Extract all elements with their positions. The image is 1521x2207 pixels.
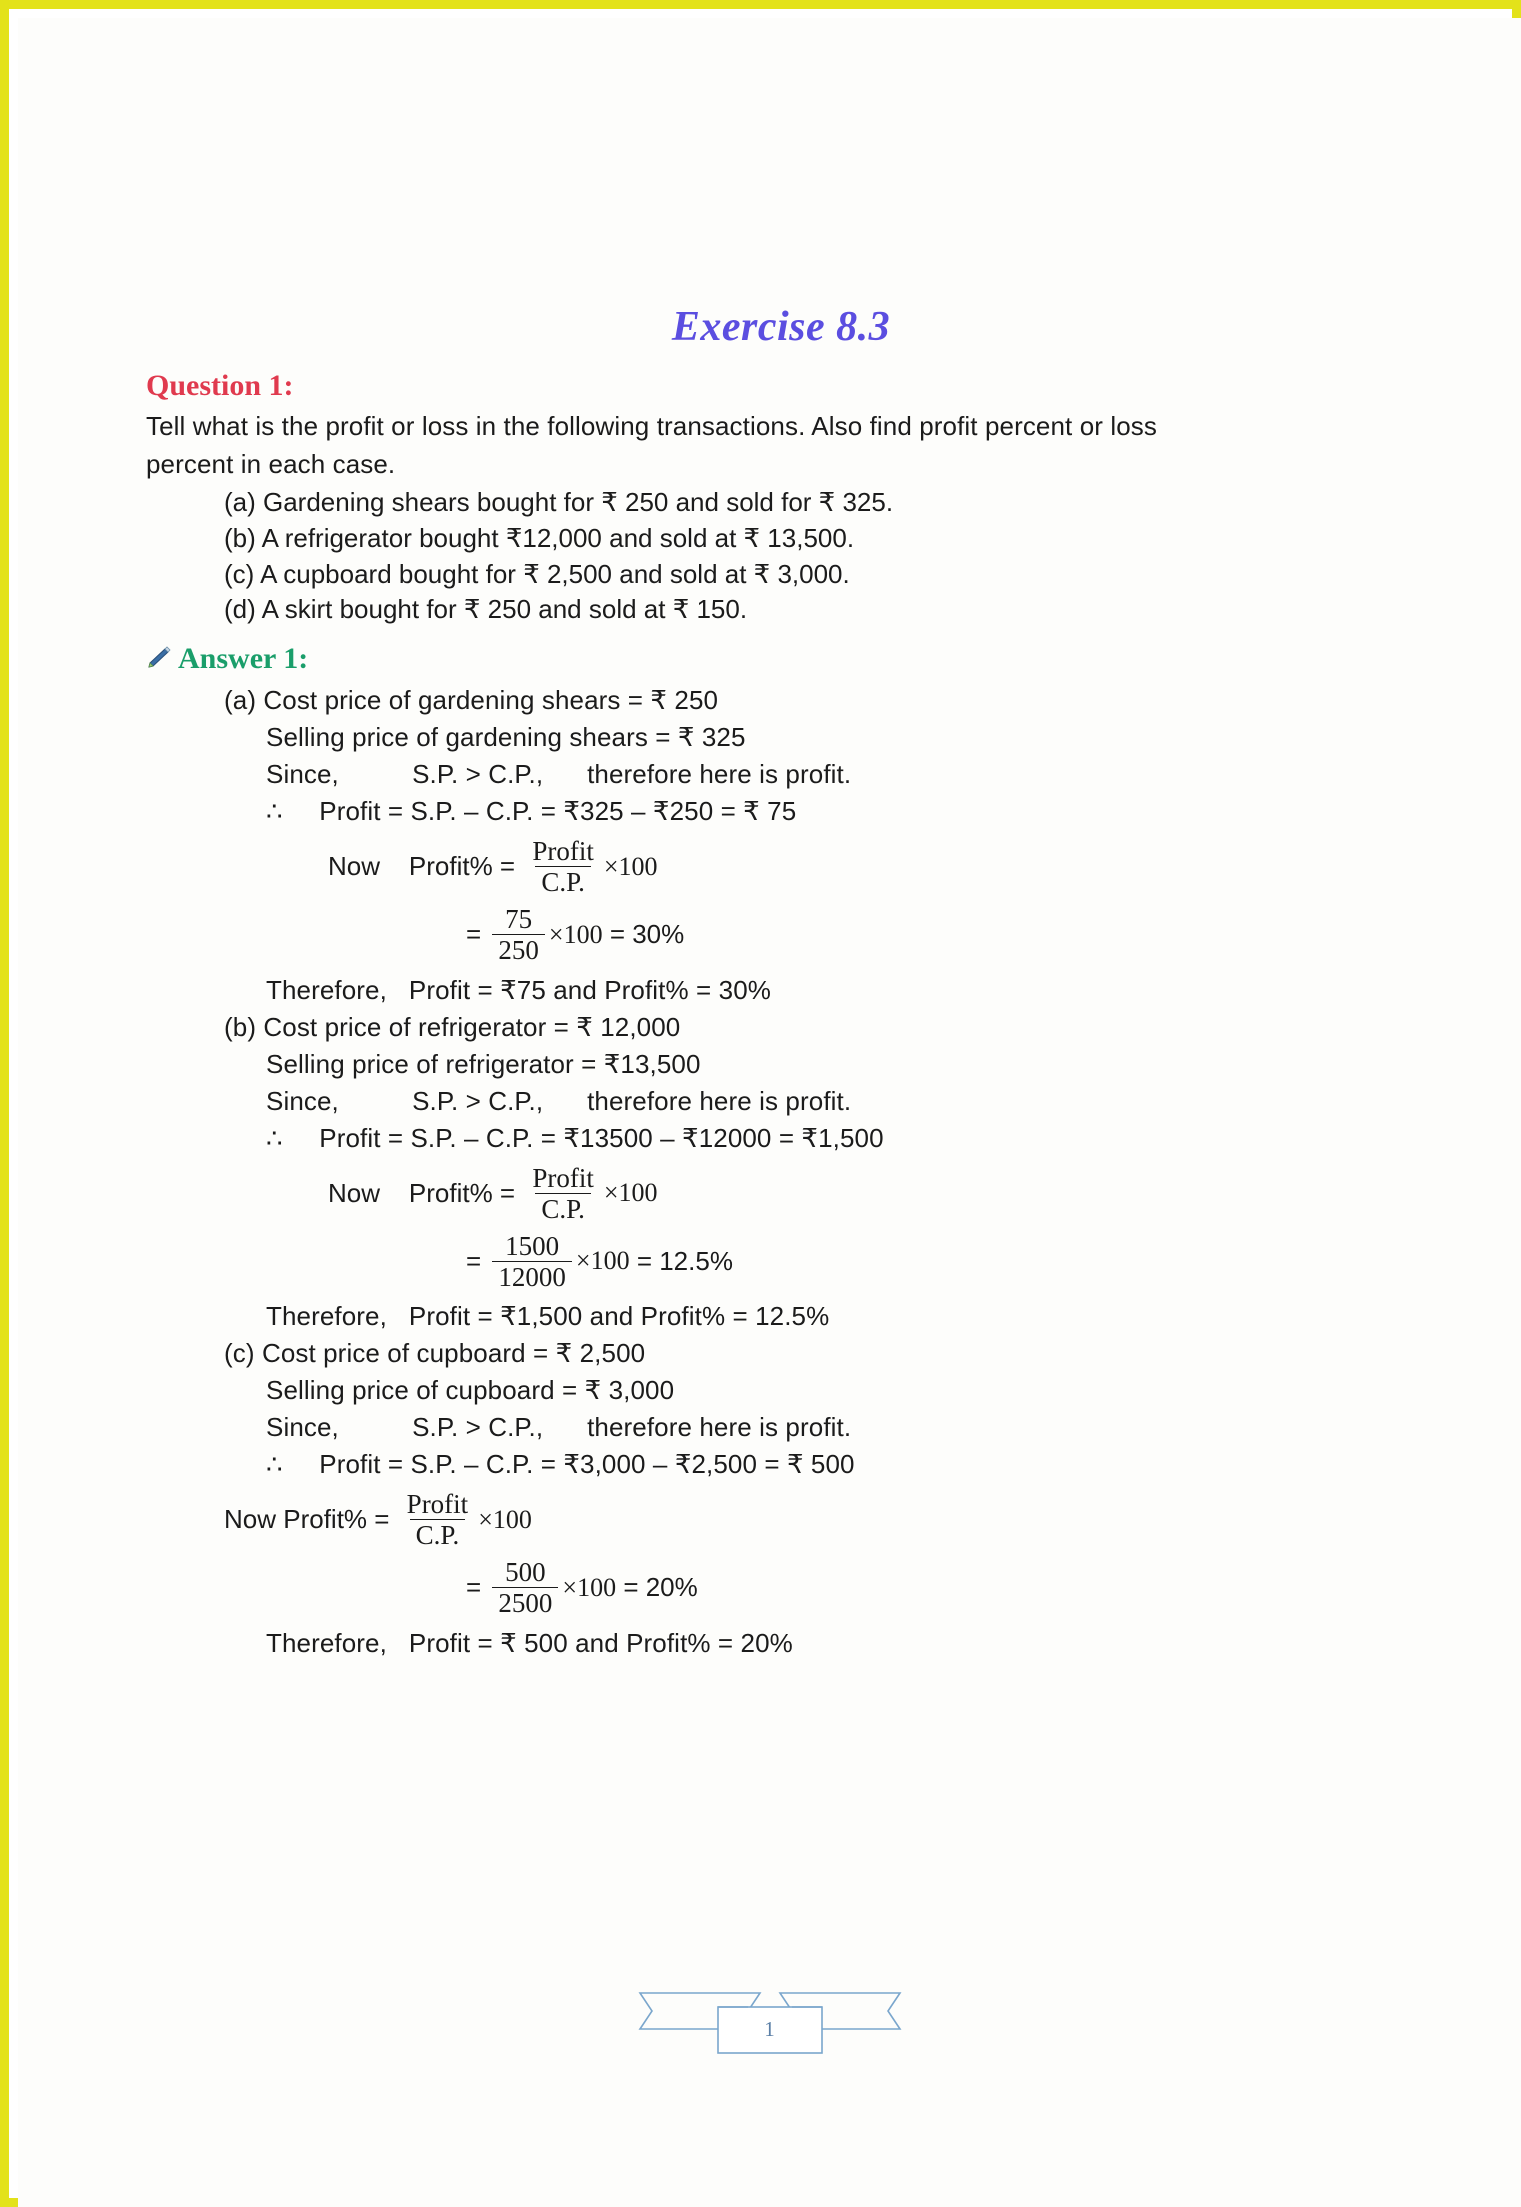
part-c-calc-denominator: 2500 xyxy=(492,1587,558,1618)
part-a-formula-denominator: C.P. xyxy=(535,866,591,897)
part-b-calculation xyxy=(466,1230,1416,1292)
part-a-calc-result: = 30% xyxy=(602,919,685,950)
question-text-line-2: percent in each case. xyxy=(146,448,396,479)
page-number: 1 xyxy=(764,2017,775,2041)
part-c-formula-multiplier: ×100 xyxy=(478,1504,532,1534)
answer-body xyxy=(224,682,1416,1662)
page-number-ribbon xyxy=(630,1983,910,2074)
part-c-formula-numerator: Profit xyxy=(406,1489,469,1520)
part-c-formula-fraction xyxy=(401,1489,475,1550)
part-b-calc-result: = 12.5% xyxy=(629,1245,733,1276)
part-a-conclusion: Therefore, Profit = ₹75 and Profit% = 30% xyxy=(266,974,771,1005)
question-text-line-1: Tell what is the profit or loss in the following transactions. Also find profit percent or loss xyxy=(146,411,1157,441)
part-b-profit: ∴ Profit = S.P. – C.P. = ₹13500 – ₹12000 = ₹1,500 xyxy=(266,1122,884,1153)
part-b-calc-denominator: 12000 xyxy=(492,1261,572,1292)
answer-heading xyxy=(146,642,1416,676)
exercise-title: Exercise 8.3 xyxy=(671,304,891,350)
part-c-calc-numerator: 500 xyxy=(505,1557,546,1588)
part-b-formula-denominator: C.P. xyxy=(535,1193,591,1224)
question-item-c: (c) A cupboard bought for ₹ 2,500 and sold at ₹ 3,000. xyxy=(224,558,850,589)
part-a-formula xyxy=(328,836,1416,898)
part-c-formula-denominator: C.P. xyxy=(410,1519,466,1550)
part-b-formula-numerator: Profit xyxy=(532,1162,594,1193)
part-c-profit: ∴ Profit = S.P. – C.P. = ₹3,000 – ₹2,500 = ₹ 500 xyxy=(266,1449,855,1480)
answer-part-c xyxy=(224,1335,1416,1662)
pencil-icon xyxy=(146,646,172,672)
part-c-calc-multiplier: ×100 xyxy=(562,1572,617,1602)
question-item-b: (b) A refrigerator bought ₹12,000 and sold at ₹ 13,500. xyxy=(224,522,855,553)
part-b-formula xyxy=(328,1162,1416,1224)
part-c-since: Since, S.P. > C.P., therefore here is profit. xyxy=(266,1412,852,1443)
part-b-since: Since, S.P. > C.P., therefore here is profit. xyxy=(266,1085,852,1116)
part-b-calc-equals: = xyxy=(466,1245,489,1276)
part-c-calc-equals: = xyxy=(466,1572,489,1603)
question-item-d: (d) A skirt bought for ₹ 250 and sold at ₹ 150. xyxy=(224,594,748,625)
part-b-formula-multiplier: ×100 xyxy=(603,1178,658,1208)
part-c-conclusion: Therefore, Profit = ₹ 500 and Profit% = 20% xyxy=(266,1627,793,1658)
answer-part-a xyxy=(224,682,1416,1009)
part-c-calc-fraction xyxy=(492,1557,558,1618)
part-a-calculation xyxy=(466,904,1416,966)
answer-part-b xyxy=(224,1009,1416,1336)
part-a-calc-equals: = xyxy=(466,919,489,950)
part-a-formula-fraction xyxy=(526,836,600,897)
part-a-selling-price: Selling price of gardening shears = ₹ 325 xyxy=(266,722,746,753)
part-c-selling-price: Selling price of cupboard = ₹ 3,000 xyxy=(266,1375,675,1406)
part-b-formula-fraction xyxy=(526,1163,600,1224)
part-b-calc-multiplier: ×100 xyxy=(575,1246,630,1276)
part-a-formula-multiplier: ×100 xyxy=(603,851,658,881)
question-heading: Question 1: xyxy=(146,369,294,402)
part-a-formula-numerator: Profit xyxy=(532,836,594,867)
part-a-calc-denominator: 250 xyxy=(492,934,545,965)
part-a-formula-prefix: Now Profit% = xyxy=(328,851,523,882)
part-c-formula-prefix: Now Profit% = xyxy=(224,1504,397,1535)
part-a-cost-price: (a) Cost price of gardening shears = ₹ 250 xyxy=(224,685,719,716)
page-sheet xyxy=(18,18,1521,2207)
part-c-formula xyxy=(224,1489,1416,1551)
part-a-calc-multiplier: ×100 xyxy=(548,919,603,949)
part-c-calc-result: = 20% xyxy=(616,1572,698,1603)
part-b-conclusion: Therefore, Profit = ₹1,500 and Profit% = 12.5% xyxy=(266,1301,830,1332)
part-a-since: Since, S.P. > C.P., therefore here is profit. xyxy=(266,759,852,790)
part-b-cost-price: (b) Cost price of refrigerator = ₹ 12,000 xyxy=(224,1011,681,1042)
part-c-cost-price: (c) Cost price of cupboard = ₹ 2,500 xyxy=(224,1338,646,1369)
part-b-calc-numerator: 1500 xyxy=(505,1230,560,1261)
part-a-calc-numerator: 75 xyxy=(505,904,533,935)
part-b-selling-price: Selling price of refrigerator = ₹13,500 xyxy=(266,1048,701,1079)
answer-heading-label: Answer 1: xyxy=(178,642,309,676)
document-content xyxy=(146,303,1416,1662)
question-item-a: (a) Gardening shears bought for ₹ 250 and sold for ₹ 325. xyxy=(224,486,894,517)
part-b-formula-prefix: Now Profit% = xyxy=(328,1177,523,1208)
part-a-profit: ∴ Profit = S.P. – C.P. = ₹325 – ₹250 = ₹ 75 xyxy=(266,795,797,826)
page-footer xyxy=(18,1983,1521,2074)
part-c-calculation xyxy=(466,1557,1416,1619)
part-b-calc-fraction xyxy=(492,1231,572,1292)
part-a-calc-fraction xyxy=(492,904,545,965)
